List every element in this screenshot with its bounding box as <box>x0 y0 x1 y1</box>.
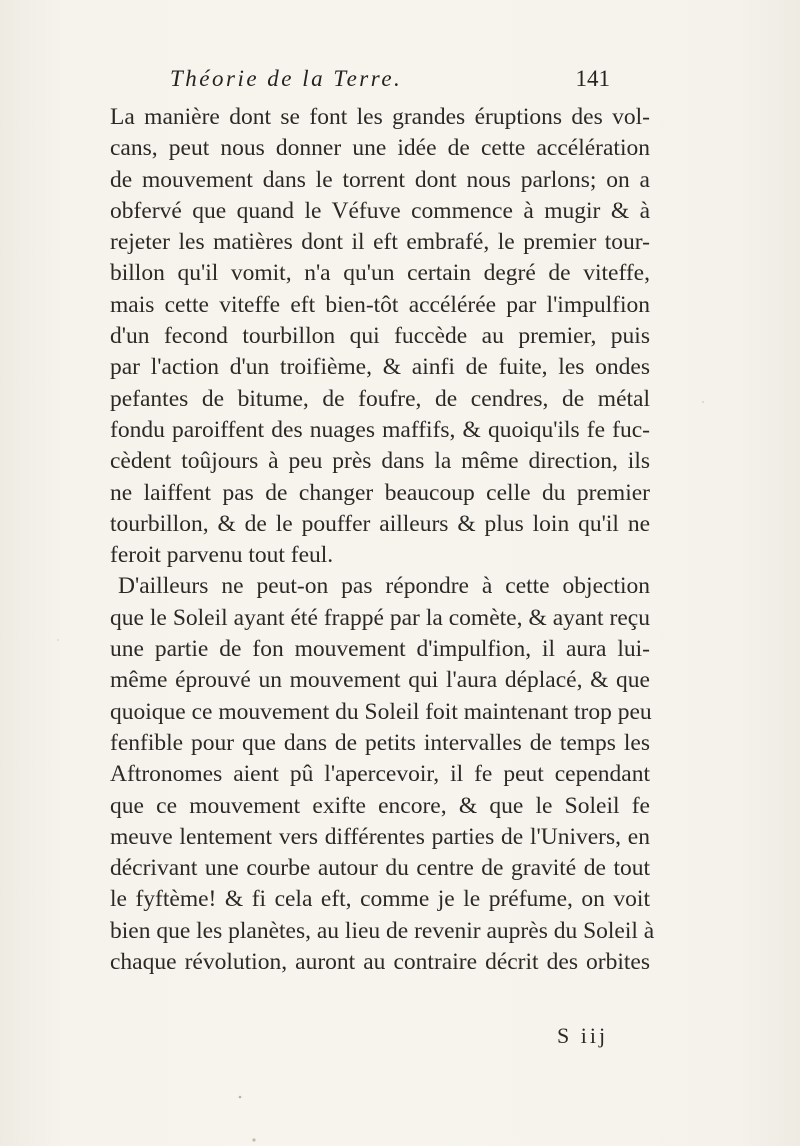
body-text <box>110 102 655 978</box>
text-line: cans, peut nous donner une idée de cette accélération <box>110 135 650 162</box>
text-line: une partie de fon mouvement d'impulfion, il aura lui- <box>110 636 650 663</box>
text-line: D'ailleurs ne peut-on pas répondre à cette objection <box>118 573 650 600</box>
text-line: bien que les planètes, au lieu de revenir auprès du Soleil à <box>110 917 655 944</box>
text-line: le fyftème! & fi cela eft, comme je le préfume, on voit <box>110 886 650 913</box>
text-line: meuve lentement vers différentes parties de l'Univers, en <box>110 823 650 850</box>
text-line: par l'action d'un troifième, & ainfi de fuite, les ondes <box>110 354 650 381</box>
text-line: que le Soleil ayant été frappé par la comète, & ayant reçu <box>110 604 650 631</box>
text-line: d'un fecond tourbillon qui fuccède au premier, puis <box>110 323 650 350</box>
text-line: ne laiffent pas de changer beaucoup celle du premier <box>110 479 650 506</box>
text-line: feroit parvenu tout feul. <box>110 542 334 569</box>
text-line: obfervé que quand le Véfuve commence à mugir & à <box>110 197 650 224</box>
text-line: fenfible pour que dans de petits intervalles de temps les <box>110 729 650 756</box>
text-line: La manière dont se font les grandes éruptions des vol- <box>110 104 650 130</box>
page-number: 141 <box>575 66 610 91</box>
text-line: que ce mouvement exifte encore, & que le Soleil fe <box>110 792 650 819</box>
text-line: même éprouvé un mouvement qui l'aura déplacé, & que <box>110 667 650 694</box>
text-line: de mouvement dans le torrent dont nous parlons; on a <box>110 166 650 193</box>
text-line: mais cette viteffe eft bien-tôt accélérée par l'impulfion <box>110 291 650 318</box>
text-line: tourbillon, & de le pouffer ailleurs & plus loin qu'il ne <box>110 510 650 537</box>
text-line: cèdent toûjours à peu près dans la même direction, ils <box>110 448 650 475</box>
running-head-title: Théorie de la Terre. <box>170 66 403 91</box>
text-line: pefantes de bitume, de foufre, de cendres, de métal <box>110 385 650 412</box>
text-line: fondu paroiffent des nuages maffifs, & quoiqu'ils fe fuc- <box>110 416 650 443</box>
text-line: quoique ce mouvement du Soleil foit maintenant trop peu <box>110 698 652 725</box>
text-line: billon qu'il vomit, n'a qu'un certain degré de viteffe, <box>110 260 650 287</box>
signature-mark: S iij <box>557 1023 609 1048</box>
text-line: chaque révolution, auront au contraire décrit des orbites <box>110 949 650 976</box>
running-head <box>170 66 610 96</box>
text-line: rejeter les matières dont il eft embrafé, le premier tour- <box>110 229 650 256</box>
text-line: Aftronomes aient pû l'apercevoir, il fe peut cependant <box>110 761 650 788</box>
text-line: décrivant une courbe autour du centre de gravité de tout <box>110 855 650 882</box>
